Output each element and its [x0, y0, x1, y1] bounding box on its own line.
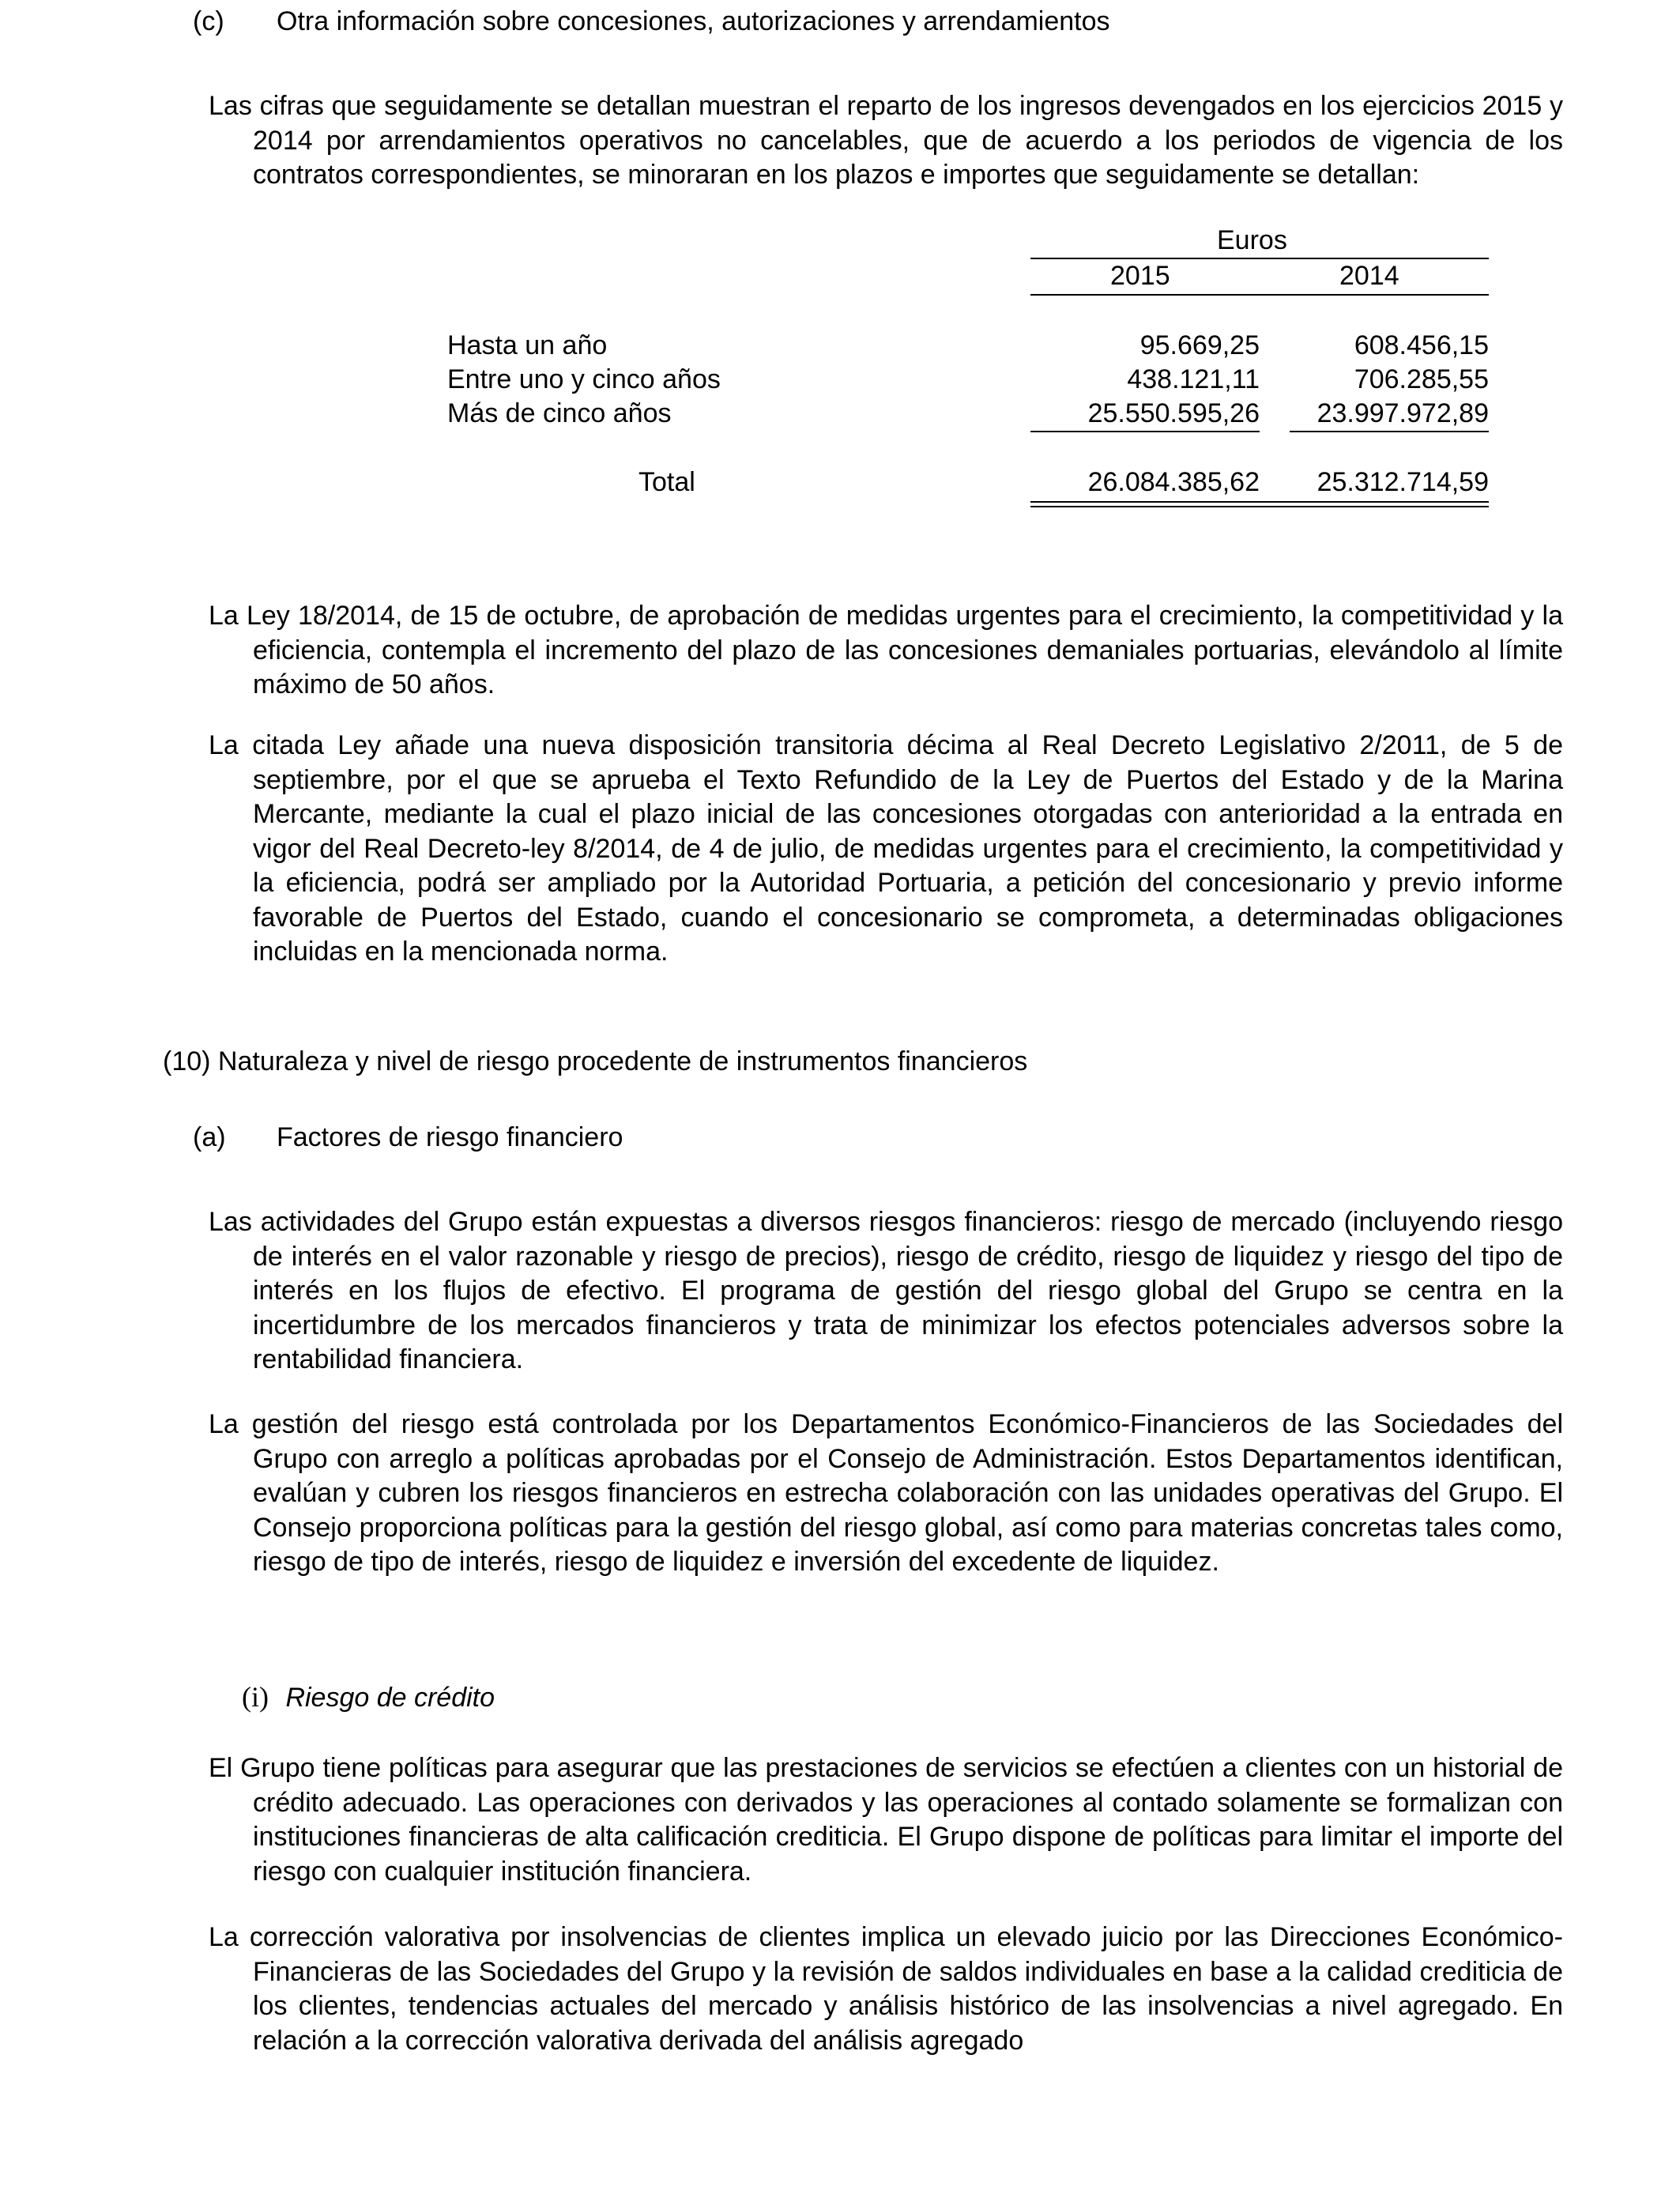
section-i-label: (i): [242, 1681, 269, 1713]
paragraph-lease-intro: Las cifras que seguidamente se detallan muestran el reparto de los ingresos devengados en los ejercicios 2015 y 2014 por arrendamientos operativos no cancelables, que de acuerdo a los periodos de vigencia de los contratos correspondientes, se minoraran en los plazos e importes que seguidamente se detallan:: [209, 91, 1563, 190]
paragraph-ley-18-2014: La Ley 18/2014, de 15 de octubre, de aprobación de medidas urgentes para el crecimiento, la competitividad y la eficiencia, contempla el incremento del plazo de las concesiones demaniales portuarias, elevándolo al límite máximo de 50 años.: [209, 601, 1563, 699]
table-cell-2015: 95.669,25: [1139, 330, 1260, 360]
section-c-label: (c): [193, 6, 224, 36]
section-10-heading: (10) Naturaleza y nivel de riesgo procedente de instrumentos financieros: [163, 1046, 1028, 1076]
table-col-2015: 2015: [1110, 261, 1170, 291]
table-total-2014: 25.312.714,59: [1317, 467, 1489, 497]
table-cell-2014: 23.997.972,89: [1317, 398, 1489, 428]
section-i-heading: [242, 1680, 495, 1716]
paragraph-gestion-riesgo: La gestión del riesgo está controlada por los Departamentos Económico-Financieros de las Sociedades del Grupo con arreglo a políticas aprobadas por el Consejo de Administración. Estos Departamentos identifican, evalúan y cubren los riesgos financieros en estrecha colaboración con las unidades operativas del Grupo. El Consejo proporciona políticas para la gestión del riesgo global, así como para materias concretas tales como, riesgo de tipo de interés, riesgo de liquidez e inversión del excedente de liquidez.: [209, 1409, 1563, 1577]
table-subheader-rule: [1030, 294, 1489, 296]
section-a-title: Factores de riesgo financiero: [277, 1122, 623, 1152]
table-total-rule-2: [1030, 506, 1489, 507]
paragraph-correccion-valorativa: La corrección valorativa por insolvencias de clientes implica un elevado juicio por las Direcciones Económico-Financieras de las Sociedades del Grupo y la revisión de saldos individuales en base a la calidad crediticia de los clientes, tendencias actuales del mercado y análisis histórico de las insolvencias a nivel agregado. En relación a la corrección valorativa derivada del análisis agregado: [209, 1922, 1563, 2056]
section-i-title: Riesgo de crédito: [285, 1683, 495, 1713]
paragraph-riesgos-financieros: Las actividades del Grupo están expuestas a diversos riesgos financieros: riesgo de mercado (incluyendo riesgo de interés en el valor razonable y riesgo de precios), riesgo de crédito, riesgo de liquidez y riesgo del tipo de interés en los flujos de efectivo. El programa de gestión del riesgo global del Grupo se centra en la incertidumbre de los mercados financieros y trata de minimizar los efectos potenciales adversos sobre la rentabilidad financiera.: [209, 1207, 1563, 1374]
paragraph-politicas-credito: El Grupo tiene políticas para asegurar que las prestaciones de servicios se efectúen a clientes con un historial de crédito adecuado. Las operaciones con derivados y las operaciones al contado solamente se formalizan con instituciones financieras de alta calificación crediticia. El Grupo dispone de políticas para limitar el importe del riesgo con cualquier institución financiera.: [209, 1753, 1563, 1887]
table-subtotal-rule-2014: [1290, 431, 1489, 432]
table-cell-2015: 438.121,11: [1127, 364, 1260, 394]
table-subtotal-rule-2015: [1030, 431, 1260, 432]
table-unit-header: Euros: [1217, 225, 1287, 255]
table-row-label: Hasta un año: [447, 330, 608, 360]
table-row-label: Entre uno y cinco años: [447, 364, 721, 394]
table-total-label: Total: [638, 467, 695, 497]
table-cell-2015: 25.550.595,26: [1087, 398, 1260, 428]
table-cell-2014: 706.285,55: [1354, 364, 1489, 394]
table-total-2015: 26.084.385,62: [1087, 467, 1260, 497]
table-row-label: Más de cinco años: [447, 398, 672, 428]
table-header-rule: [1030, 258, 1489, 259]
paragraph-disposicion-transitoria: La citada Ley añade una nueva disposición transitoria décima al Real Decreto Legislativo 2/2011, de 5 de septiembre, por el que se aprueba el Texto Refundido de la Ley de Puertos del Estado y de la Marina Mercante, mediante la cual el plazo inicial de las concesiones otorgadas con anterioridad a la entrada en vigor del Real Decreto-ley 8/2014, de 4 de julio, de medidas urgentes para el crecimiento, la competitividad y la eficiencia, podrá ser ampliado por la Autoridad Portuaria, a petición del concesionario y previo informe favorable de Puertos del Estado, cuando el concesionario se comprometa, a determinadas obligaciones incluidas en la mencionada norma.: [209, 730, 1563, 967]
table-col-2014: 2014: [1339, 261, 1399, 291]
section-a-label: (a): [193, 1122, 226, 1152]
table-cell-2014: 608.456,15: [1354, 330, 1489, 360]
section-c-title: Otra información sobre concesiones, autorizaciones y arrendamientos: [277, 6, 1110, 36]
table-total-rule-1: [1030, 501, 1489, 503]
